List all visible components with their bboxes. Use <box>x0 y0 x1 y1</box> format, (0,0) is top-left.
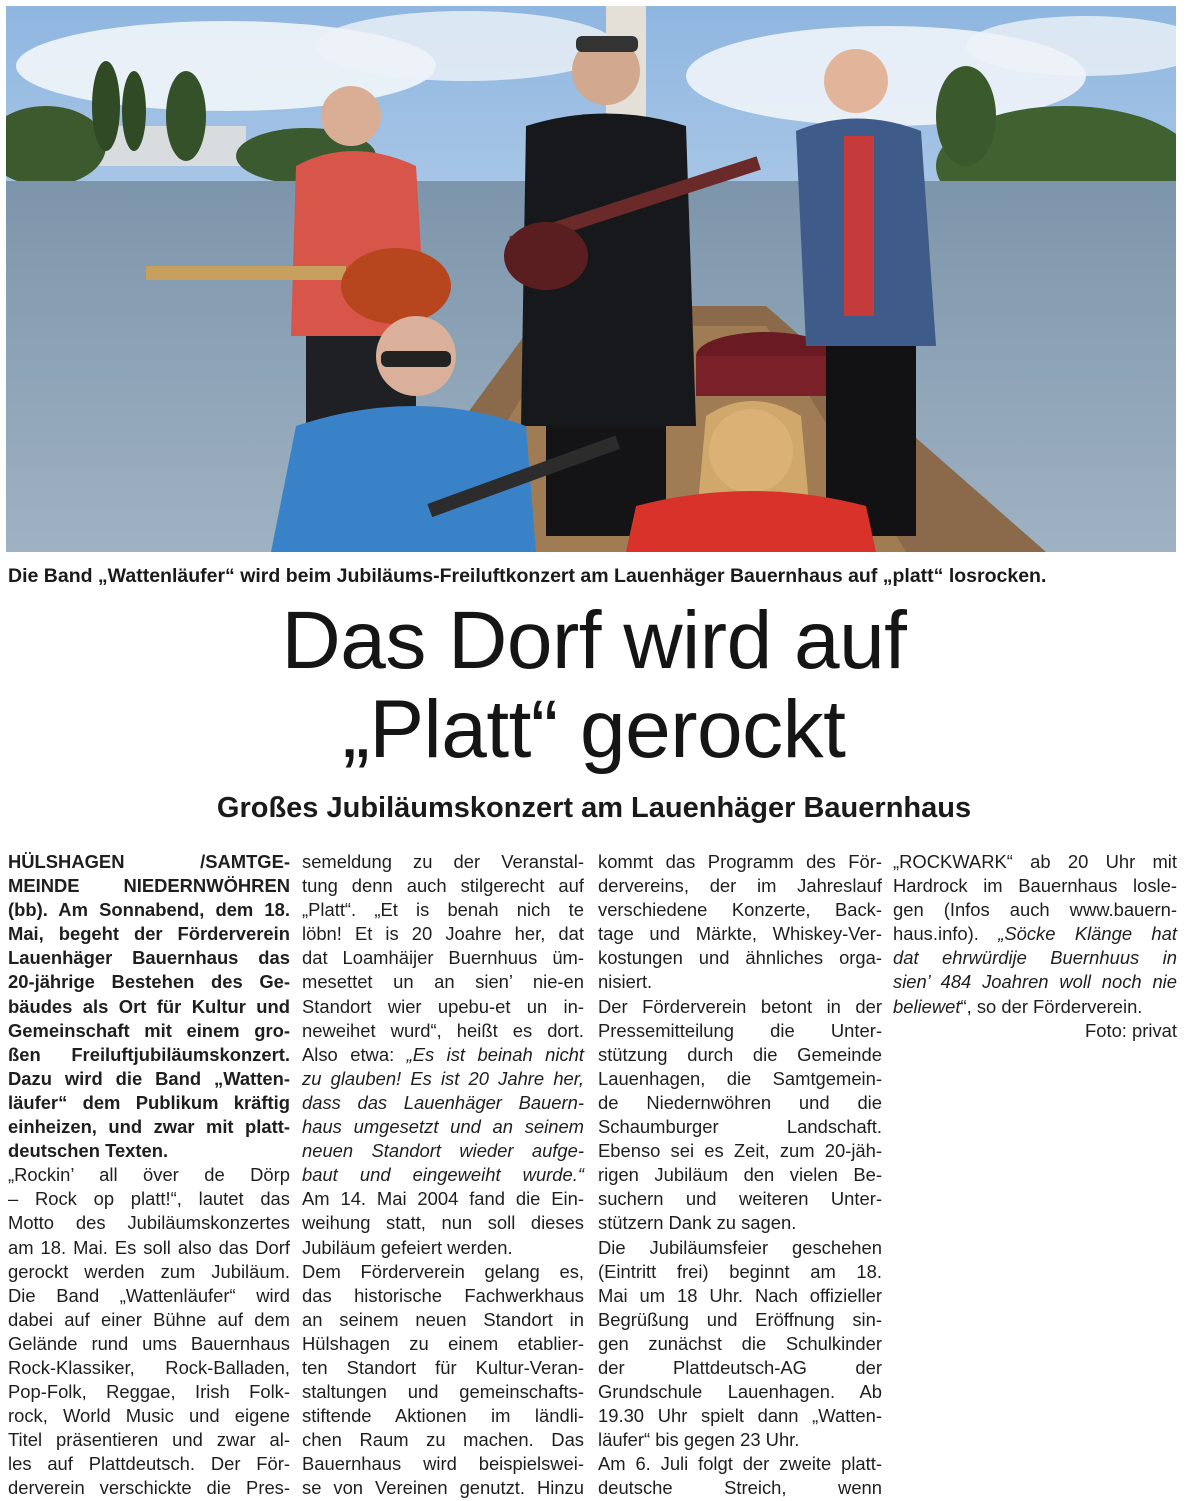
body-line: Lauenhagen, die Samtgemein- <box>598 1067 882 1089</box>
body-text: haus.info). <box>893 923 999 945</box>
body-line: Grundschule Lauenhagen. Ab <box>598 1381 882 1403</box>
sunglasses <box>381 351 451 367</box>
body-line: Schaumburger Landschaft. <box>598 1116 882 1138</box>
article-column-2 <box>302 850 584 1501</box>
body-line: nisiert. <box>598 971 653 993</box>
quote-text: haus umgesetzt und an seinem <box>302 1116 584 1138</box>
quote-text: beliewet <box>893 995 961 1017</box>
body-line: Jubiläum gefeiert werden. <box>302 1236 513 1258</box>
body-line: suchern und weiteren Unter- <box>598 1188 882 1210</box>
body-line: Dem Förderverein gelang es, <box>302 1260 584 1282</box>
body-line: der Plattdeutsch-AG der <box>598 1356 882 1378</box>
body-line: stiftende Aktionen im ländli- <box>302 1405 584 1427</box>
photo-caption: Die Band „Wattenläufer“ wird beim Jubiläums-Freiluftkonzert am Lauenhäger Bauernhaus auf „platt“ losrocken. <box>8 565 1047 587</box>
body-line: deutsche Streich, wenn <box>598 1477 882 1499</box>
lead-line: Gemeinschaft mit einem gro- <box>8 1019 290 1041</box>
body-line: de Niedernwöhren und die <box>598 1091 882 1113</box>
cap <box>576 36 638 52</box>
body-line: stützung durch die Gemeinde <box>598 1043 882 1065</box>
lead-line: HÜLSHAGEN /SAMTGE- <box>8 851 290 872</box>
body-line: dat Loamhäijer Buernhuus üm- <box>302 947 584 969</box>
guitar-neck <box>146 266 346 280</box>
body-line: Motto des Jubiläumskonzertes <box>8 1212 290 1234</box>
body-line: chen Raum zu machen. Das <box>302 1429 584 1451</box>
body-line: „Platt“. „Et is benah nich te <box>302 899 584 921</box>
tree <box>936 66 996 166</box>
article-column-3 <box>598 850 882 1501</box>
cloud <box>316 11 616 81</box>
bass-body <box>504 222 588 290</box>
body-line: – Rock op platt!“, lautet das <box>8 1188 290 1210</box>
body-line: tung denn auch stilgerecht auf <box>302 875 584 897</box>
drum-body <box>696 356 836 396</box>
photo-credit: Foto: privat <box>1085 1019 1177 1041</box>
lead-line: (bb). Am Sonnabend, dem 18. <box>8 899 290 921</box>
body-line: semeldung zu der Veranstal- <box>302 851 584 872</box>
person-head <box>321 86 381 146</box>
body-line: Am 6. Juli folgt der zweite platt- <box>598 1453 882 1475</box>
body-line: Pop-Folk, Reggae, Irish Folk- <box>8 1381 290 1403</box>
lead-line: Lauenhäger Bauernhaus das <box>8 947 290 969</box>
body-line <box>893 995 1177 1019</box>
tree <box>166 71 206 161</box>
body-line: gen (Infos auch www.bauern- <box>893 899 1177 921</box>
headline-line-1: Das Dorf wird auf <box>281 595 907 686</box>
quote-line <box>893 946 1177 970</box>
quote-text: dass das Lauenhäger Bauern- <box>302 1091 584 1113</box>
body-line: tage und Märkte, Whiskey-Ver- <box>598 923 882 945</box>
article-column-4 <box>893 850 1177 1043</box>
quote-line <box>302 1163 584 1187</box>
body-line: Rock-Klassiker, Rock-Balladen, <box>8 1356 290 1378</box>
quote-text: baut und eingeweiht wurde.“ <box>302 1164 584 1186</box>
body-line: das historische Fachwerkhaus <box>302 1284 584 1306</box>
band-photo <box>6 6 1176 552</box>
body-line: Titel präsentieren und zwar al- <box>8 1429 290 1451</box>
lead-line: Mai, begeht der Förderverein <box>8 923 290 945</box>
quote-line <box>893 970 1177 994</box>
body-line: verschiedene Konzerte, Back- <box>598 899 882 921</box>
body-line: Am 14. Mai 2004 fand die Ein- <box>302 1188 584 1210</box>
body-line: an seinem neuen Standort in <box>302 1308 584 1330</box>
body-line: Begrüßung und Eröffnung sin- <box>598 1308 882 1330</box>
body-line: staltungen und gemeinschafts- <box>302 1381 584 1403</box>
body-line: „ROCKWARK“ ab 20 Uhr mit <box>893 851 1177 872</box>
person-red-top <box>626 491 876 552</box>
body-line: Hülshagen zu einem etablier- <box>302 1332 584 1354</box>
body-line: am 18. Mai. Es soll also das Dorf <box>8 1236 290 1258</box>
quote-line <box>302 1091 584 1115</box>
body-line: weihung statt, nun soll dieses <box>302 1212 584 1234</box>
body-line: läufer“ bis gegen 23 Uhr. <box>598 1429 800 1451</box>
body-line: mesettet un an sien’ nie-en <box>302 971 584 993</box>
body-text: Also etwa: <box>302 1043 407 1065</box>
body-line: stützern Dank zu sagen. <box>598 1212 797 1234</box>
headline-line-2: „Platt“ gerockt <box>342 684 846 775</box>
headline <box>0 596 1188 774</box>
lead-line: MEINDE NIEDERNWÖHREN <box>8 875 290 897</box>
band-photo-illustration <box>6 6 1176 552</box>
body-line: (Eintritt frei) beginnt am 18. <box>598 1260 882 1282</box>
body-line: Mai um 18 Uhr. Nach offizieller <box>598 1284 882 1306</box>
body-line: Pressemitteilung die Unter- <box>598 1019 882 1041</box>
quote-line <box>302 1115 584 1139</box>
article-column-1 <box>8 850 290 1501</box>
body-line: kostungen und ähnliches orga- <box>598 947 882 969</box>
quote-text: dat ehrwürdije Buernhuus in <box>893 947 1177 969</box>
body-line: rigen Jubiläum den vielen Be- <box>598 1164 882 1186</box>
body-line: kommt das Programm des För- <box>598 851 882 872</box>
body-line: „Rockin’ all över de Dörp <box>8 1164 290 1186</box>
quote-text: sien’ 484 Joahren woll noch nie <box>893 971 1177 993</box>
tree <box>122 71 146 151</box>
body-line: Die Band „Wattenläufer“ wird <box>8 1284 290 1306</box>
lead-line: deutschen Texten. <box>8 1140 169 1162</box>
red-tshirt <box>844 136 874 316</box>
person-head <box>824 49 888 113</box>
quote-line <box>302 1067 584 1091</box>
body-line: dervereins, der im Jahreslauf <box>598 875 882 897</box>
lead-line: ßen Freiluftjubiläumskonzert. <box>8 1043 290 1065</box>
body-line: Der Förderverein betont in der <box>598 995 882 1017</box>
body-line: Gelände rund ums Bauernhaus <box>8 1332 290 1354</box>
guitar-body <box>341 248 451 324</box>
body-line: ten Standort für Kultur-Veran- <box>302 1356 584 1378</box>
quote-line <box>302 1139 584 1163</box>
lead-line: läufer“ dem Publikum kräftig <box>8 1091 290 1113</box>
body-line: Ebenso sei es Zeit, zum 20-jäh- <box>598 1140 882 1162</box>
body-line: gen zunächst die Schulkinder <box>598 1332 882 1354</box>
lead-line: Dazu wird die Band „Watten- <box>8 1067 290 1089</box>
body-text: “, so der Förderverein. <box>960 995 1143 1017</box>
body-line: neweihet wurd“, heißt es dort. <box>302 1019 584 1041</box>
quote-text: „Es ist beinah nicht <box>406 1043 584 1065</box>
body-line: dabei auf einer Bühne auf dem <box>8 1308 290 1330</box>
subheadline: Großes Jubiläumskonzert am Lauenhäger Bauernhaus <box>216 792 972 824</box>
lead-line: bäudes als Ort für Kultur und <box>8 995 290 1017</box>
lead-line: einheizen, und zwar mit platt- <box>8 1116 290 1138</box>
quote-text: zu glauben! Es ist 20 Jahre her, <box>302 1067 584 1089</box>
body-line: Hardrock im Bauernhaus losle- <box>893 875 1177 897</box>
body-line: Bauernhaus wird beispielswei- <box>302 1453 584 1475</box>
body-line: derverein verschickte die Pres- <box>8 1477 290 1499</box>
tree <box>92 61 120 151</box>
lead-line: 20-jährige Bestehen des Ge- <box>8 971 290 993</box>
body-line: Die Jubiläumsfeier geschehen <box>598 1236 882 1258</box>
body-line: löbn! Et is 20 Joahre her, dat <box>302 923 584 945</box>
body-line <box>302 1043 584 1067</box>
quote-text: neuen Standort wieder aufge- <box>302 1140 584 1162</box>
body-line: 19.30 Uhr spielt dann „Watten- <box>598 1405 882 1427</box>
body-line: Standort wier upebu-et un in- <box>302 995 584 1017</box>
body-line: se von Vereinen genutzt. Hinzu <box>302 1477 584 1499</box>
body-line <box>893 922 1177 946</box>
body-line: les auf Plattdeutsch. Der För- <box>8 1453 290 1475</box>
body-line: rock, World Music und eigene <box>8 1405 290 1427</box>
body-line: gerockt werden zum Jubiläum. <box>8 1260 290 1282</box>
quote-text: „Söcke Klänge hat <box>998 923 1177 945</box>
